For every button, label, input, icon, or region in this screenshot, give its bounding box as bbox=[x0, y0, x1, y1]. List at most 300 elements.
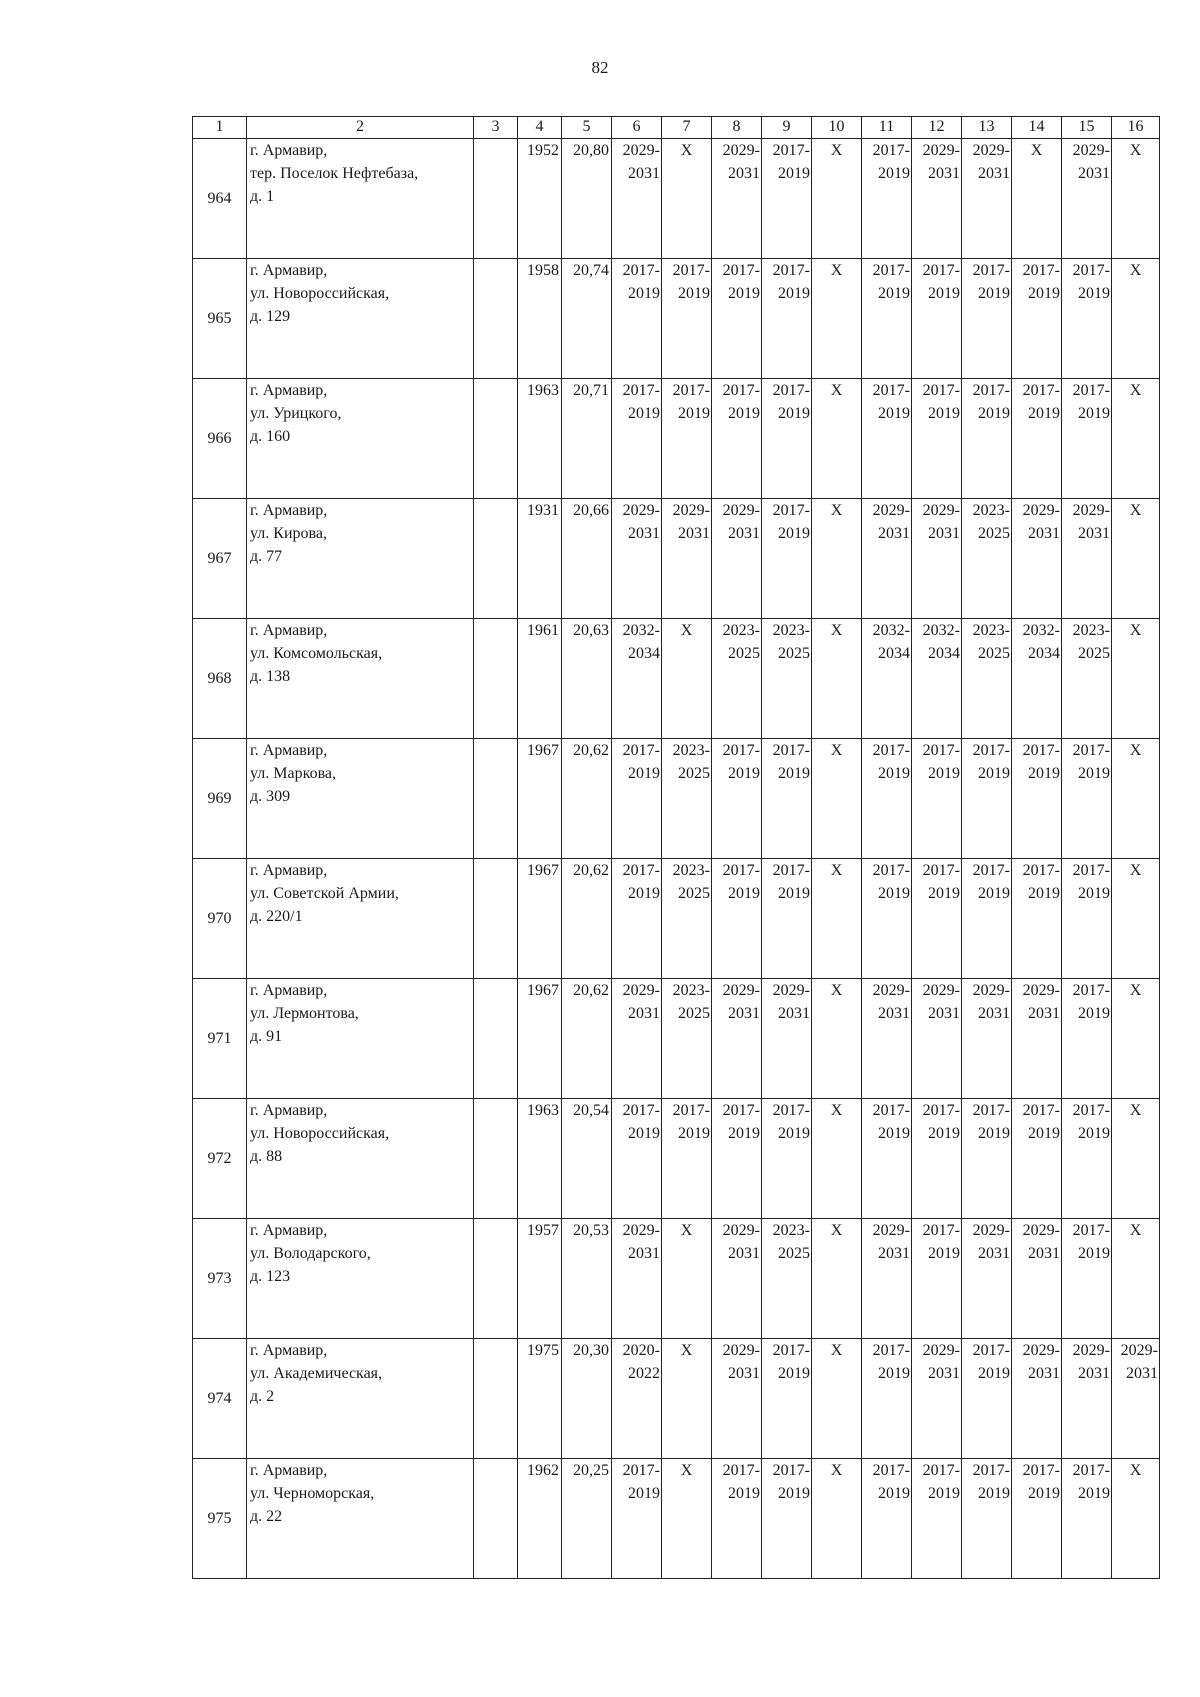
repair-period-cell bbox=[862, 1339, 912, 1459]
period-end: 2019 bbox=[1078, 405, 1110, 422]
repair-period-cell bbox=[1112, 1339, 1160, 1459]
period-start: X bbox=[680, 1342, 693, 1359]
period-start: X bbox=[830, 1462, 843, 1479]
not-applicable-cell bbox=[662, 619, 712, 739]
repair-period-cell bbox=[962, 499, 1012, 619]
period-start: 2017- bbox=[872, 262, 910, 279]
period-end: 2031 bbox=[1078, 1365, 1110, 1382]
not-applicable-cell bbox=[812, 259, 862, 379]
period-start: 2029- bbox=[622, 142, 660, 159]
period-start: 2029- bbox=[622, 982, 660, 999]
period-end: 2019 bbox=[978, 1365, 1010, 1382]
period-end: 2025 bbox=[778, 1245, 810, 1262]
period-end: 2031 bbox=[728, 1365, 760, 1382]
table-row bbox=[193, 139, 1160, 259]
repair-period-cell bbox=[1062, 739, 1112, 859]
commissioning-year-cell: 1962 bbox=[518, 1459, 562, 1579]
period-start: 2017- bbox=[622, 382, 660, 399]
period-start: 2017- bbox=[1072, 1222, 1110, 1239]
repair-period-cell bbox=[962, 1339, 1012, 1459]
period-end bbox=[1112, 882, 1159, 905]
column-number-header: 12 bbox=[912, 117, 962, 139]
repair-period-cell bbox=[862, 979, 912, 1099]
period-start: 2029- bbox=[872, 502, 910, 519]
address-cell bbox=[247, 259, 474, 379]
repair-period-cell bbox=[762, 379, 812, 499]
period-end: 2019 bbox=[1078, 1485, 1110, 1502]
address-line: д. 309 bbox=[250, 788, 291, 805]
column-3-cell bbox=[474, 739, 518, 859]
address-line: д. 77 bbox=[250, 548, 283, 565]
column-5-value-cell: 20,62 bbox=[562, 979, 612, 1099]
address-cell bbox=[247, 499, 474, 619]
period-start: 2017- bbox=[672, 262, 710, 279]
period-end: 2031 bbox=[928, 1365, 960, 1382]
period-start: 2017- bbox=[872, 1342, 910, 1359]
table-row bbox=[193, 1459, 1160, 1579]
repair-period-cell bbox=[1012, 1099, 1062, 1219]
period-end: 2031 bbox=[978, 1245, 1010, 1262]
repair-period-cell bbox=[762, 979, 812, 1099]
column-number-header: 1 bbox=[193, 117, 247, 139]
not-applicable-cell bbox=[1112, 619, 1160, 739]
address-line: ул. Черноморская, bbox=[250, 1485, 375, 1502]
period-end: 2019 bbox=[628, 1485, 660, 1502]
period-start: X bbox=[1129, 262, 1142, 279]
repair-period-cell bbox=[912, 259, 962, 379]
repair-period-cell bbox=[1012, 499, 1062, 619]
commissioning-year-cell: 1967 bbox=[518, 739, 562, 859]
repair-period-cell bbox=[862, 259, 912, 379]
column-3-cell bbox=[474, 1219, 518, 1339]
column-number-header: 2 bbox=[247, 117, 474, 139]
period-start: 2017- bbox=[672, 1102, 710, 1119]
column-3-cell bbox=[474, 1339, 518, 1459]
address-cell bbox=[247, 619, 474, 739]
period-end: 2031 bbox=[878, 1245, 910, 1262]
address-cell bbox=[247, 1219, 474, 1339]
period-end: 2025 bbox=[1078, 645, 1110, 662]
repair-period-cell bbox=[612, 739, 662, 859]
period-end: 2031 bbox=[1028, 525, 1060, 542]
period-end: 2019 bbox=[778, 765, 810, 782]
period-start: 2017- bbox=[872, 1462, 910, 1479]
column-5-value-cell: 20,71 bbox=[562, 379, 612, 499]
address-line: ул. Комсомольская, bbox=[250, 645, 383, 662]
period-start: X bbox=[830, 1342, 843, 1359]
address-line: ул. Новороссийская, bbox=[250, 1125, 390, 1142]
address-line: ул. Новороссийская, bbox=[250, 285, 390, 302]
repair-period-cell bbox=[862, 1459, 912, 1579]
period-end: 2031 bbox=[628, 1005, 660, 1022]
period-end bbox=[812, 402, 861, 425]
period-start: X bbox=[830, 262, 843, 279]
not-applicable-cell bbox=[812, 979, 862, 1099]
column-3-cell bbox=[474, 1459, 518, 1579]
period-end: 2019 bbox=[678, 1125, 710, 1142]
row-number: 967 bbox=[193, 499, 247, 619]
period-start: 2023- bbox=[1072, 622, 1110, 639]
table-row bbox=[193, 1099, 1160, 1219]
repair-period-cell bbox=[862, 1219, 912, 1339]
not-applicable-cell bbox=[812, 1339, 862, 1459]
period-end: 2019 bbox=[678, 285, 710, 302]
period-start: 2017- bbox=[1022, 1102, 1060, 1119]
repair-period-cell bbox=[962, 259, 1012, 379]
period-end: 2019 bbox=[1078, 885, 1110, 902]
not-applicable-cell bbox=[1112, 859, 1160, 979]
row-number: 975 bbox=[193, 1459, 247, 1579]
repair-period-cell bbox=[762, 139, 812, 259]
period-end: 2019 bbox=[1028, 885, 1060, 902]
address-line: г. Армавир, bbox=[250, 862, 328, 879]
period-end: 2031 bbox=[628, 1245, 660, 1262]
period-start: 2029- bbox=[972, 142, 1010, 159]
repair-period-cell bbox=[1062, 379, 1112, 499]
period-start: 2017- bbox=[1072, 862, 1110, 879]
commissioning-year-cell: 1952 bbox=[518, 139, 562, 259]
address-line: д. 2 bbox=[250, 1388, 275, 1405]
address-line: тер. Поселок Нефтебаза, bbox=[250, 165, 419, 182]
period-start: 2032- bbox=[622, 622, 660, 639]
period-end bbox=[812, 282, 861, 305]
column-number-header: 16 bbox=[1112, 117, 1160, 139]
period-start: 2017- bbox=[772, 1102, 810, 1119]
repair-period-cell bbox=[962, 979, 1012, 1099]
repair-period-cell bbox=[762, 1099, 812, 1219]
period-start: 2032- bbox=[872, 622, 910, 639]
period-start: 2029- bbox=[972, 1222, 1010, 1239]
address-line: г. Армавир, bbox=[250, 982, 328, 999]
column-5-value-cell: 20,62 bbox=[562, 739, 612, 859]
not-applicable-cell bbox=[812, 619, 862, 739]
column-5-value-cell: 20,80 bbox=[562, 139, 612, 259]
row-number: 970 bbox=[193, 859, 247, 979]
period-end bbox=[1112, 1002, 1159, 1025]
period-end bbox=[662, 1362, 711, 1385]
period-end: 2031 bbox=[628, 165, 660, 182]
repair-period-cell bbox=[612, 859, 662, 979]
repair-period-cell bbox=[712, 379, 762, 499]
row-number: 974 bbox=[193, 1339, 247, 1459]
repair-period-cell bbox=[912, 979, 962, 1099]
repair-period-cell bbox=[1012, 979, 1062, 1099]
column-3-cell bbox=[474, 859, 518, 979]
repair-period-cell bbox=[762, 499, 812, 619]
period-end: 2031 bbox=[1078, 525, 1110, 542]
period-end: 2019 bbox=[878, 1365, 910, 1382]
repair-period-cell bbox=[712, 139, 762, 259]
table-row bbox=[193, 379, 1160, 499]
repair-period-cell bbox=[1062, 1339, 1112, 1459]
address-line: д. 160 bbox=[250, 428, 291, 445]
period-end bbox=[662, 1242, 711, 1265]
not-applicable-cell bbox=[1112, 1459, 1160, 1579]
commissioning-year-cell: 1957 bbox=[518, 1219, 562, 1339]
address-cell bbox=[247, 979, 474, 1099]
period-end: 2031 bbox=[678, 525, 710, 542]
period-start: X bbox=[830, 742, 843, 759]
period-end: 2019 bbox=[778, 285, 810, 302]
period-end: 2019 bbox=[778, 1485, 810, 1502]
column-5-value-cell: 20,63 bbox=[562, 619, 612, 739]
repair-period-cell bbox=[612, 1339, 662, 1459]
period-start: 2029- bbox=[622, 1222, 660, 1239]
address-cell bbox=[247, 859, 474, 979]
address-line: г. Армавир, bbox=[250, 1222, 328, 1239]
period-end: 2019 bbox=[778, 1365, 810, 1382]
period-end: 2025 bbox=[778, 645, 810, 662]
row-number: 971 bbox=[193, 979, 247, 1099]
not-applicable-cell bbox=[812, 1099, 862, 1219]
period-end: 2031 bbox=[728, 1005, 760, 1022]
not-applicable-cell bbox=[1112, 1219, 1160, 1339]
not-applicable-cell bbox=[1112, 379, 1160, 499]
repair-period-cell bbox=[862, 859, 912, 979]
period-end: 2019 bbox=[1078, 1125, 1110, 1142]
period-end bbox=[662, 162, 711, 185]
address-line: д. 1 bbox=[250, 188, 275, 205]
period-start: 2023- bbox=[972, 622, 1010, 639]
period-start: 2017- bbox=[872, 862, 910, 879]
period-start: 2017- bbox=[1072, 382, 1110, 399]
period-start: 2029- bbox=[722, 1222, 760, 1239]
repair-period-cell bbox=[612, 259, 662, 379]
period-end: 2019 bbox=[728, 765, 760, 782]
period-end: 2019 bbox=[878, 885, 910, 902]
period-end bbox=[812, 162, 861, 185]
repair-period-cell bbox=[1012, 1219, 1062, 1339]
period-end: 2019 bbox=[778, 165, 810, 182]
repair-period-cell bbox=[712, 979, 762, 1099]
period-start: X bbox=[680, 142, 693, 159]
column-number-header: 4 bbox=[518, 117, 562, 139]
period-start: 2023- bbox=[772, 622, 810, 639]
period-start: 2023- bbox=[772, 1222, 810, 1239]
address-cell bbox=[247, 379, 474, 499]
address-line: ул. Академическая, bbox=[250, 1365, 383, 1382]
not-applicable-cell bbox=[812, 379, 862, 499]
not-applicable-cell bbox=[662, 1339, 712, 1459]
period-end: 2025 bbox=[678, 885, 710, 902]
period-start: 2017- bbox=[922, 262, 960, 279]
address-line: г. Армавир, bbox=[250, 742, 328, 759]
period-start: 2023- bbox=[672, 862, 710, 879]
period-end bbox=[1112, 522, 1159, 545]
period-end bbox=[1012, 162, 1061, 185]
period-end bbox=[812, 1242, 861, 1265]
not-applicable-cell bbox=[1112, 979, 1160, 1099]
period-end: 2025 bbox=[978, 645, 1010, 662]
period-end: 2019 bbox=[928, 1245, 960, 1262]
period-start: 2017- bbox=[972, 1102, 1010, 1119]
repair-period-cell bbox=[712, 499, 762, 619]
period-start: 2029- bbox=[722, 982, 760, 999]
period-end: 2019 bbox=[978, 1485, 1010, 1502]
column-number-header: 9 bbox=[762, 117, 812, 139]
period-end: 2019 bbox=[928, 285, 960, 302]
period-start: 2017- bbox=[1072, 982, 1110, 999]
repair-period-cell bbox=[712, 739, 762, 859]
period-start: 2023- bbox=[972, 502, 1010, 519]
period-end: 2019 bbox=[878, 405, 910, 422]
period-start: 2029- bbox=[1022, 502, 1060, 519]
repair-period-cell bbox=[862, 139, 912, 259]
period-end: 2019 bbox=[778, 1125, 810, 1142]
table-row bbox=[193, 619, 1160, 739]
repair-period-cell bbox=[912, 379, 962, 499]
commissioning-year-cell: 1975 bbox=[518, 1339, 562, 1459]
period-end: 2019 bbox=[928, 885, 960, 902]
period-end: 2031 bbox=[978, 1005, 1010, 1022]
period-start: 2023- bbox=[672, 982, 710, 999]
period-end: 2025 bbox=[678, 765, 710, 782]
period-start: 2017- bbox=[972, 262, 1010, 279]
period-end: 2019 bbox=[728, 1485, 760, 1502]
address-line: г. Армавир, bbox=[250, 382, 328, 399]
period-end: 2034 bbox=[1028, 645, 1060, 662]
column-number-header: 5 bbox=[562, 117, 612, 139]
repair-period-cell bbox=[962, 379, 1012, 499]
period-start: 2017- bbox=[772, 142, 810, 159]
period-start: X bbox=[1129, 1462, 1142, 1479]
period-start: 2017- bbox=[872, 382, 910, 399]
repair-period-cell bbox=[612, 619, 662, 739]
commissioning-year-cell: 1931 bbox=[518, 499, 562, 619]
repair-period-cell bbox=[912, 499, 962, 619]
period-start: X bbox=[1129, 142, 1142, 159]
period-start: X bbox=[1129, 862, 1142, 879]
period-end bbox=[1112, 642, 1159, 665]
table-row bbox=[193, 1339, 1160, 1459]
repair-period-cell bbox=[1012, 859, 1062, 979]
period-end bbox=[812, 1122, 861, 1145]
repair-period-cell bbox=[712, 859, 762, 979]
period-start: 2029- bbox=[672, 502, 710, 519]
period-start: 2017- bbox=[772, 742, 810, 759]
period-start: 2029- bbox=[1120, 1342, 1158, 1359]
period-start: 2017- bbox=[922, 1222, 960, 1239]
repair-period-cell bbox=[1062, 619, 1112, 739]
column-5-value-cell: 20,62 bbox=[562, 859, 612, 979]
repair-period-cell bbox=[962, 1459, 1012, 1579]
column-number-header: 3 bbox=[474, 117, 518, 139]
period-start: 2029- bbox=[922, 142, 960, 159]
table-row bbox=[193, 739, 1160, 859]
period-start: X bbox=[1129, 1222, 1142, 1239]
period-start: 2017- bbox=[1072, 1462, 1110, 1479]
period-start: 2017- bbox=[622, 262, 660, 279]
table-row bbox=[193, 1219, 1160, 1339]
column-3-cell bbox=[474, 1099, 518, 1219]
repair-period-cell bbox=[762, 259, 812, 379]
table-row bbox=[193, 979, 1160, 1099]
period-start: 2029- bbox=[922, 502, 960, 519]
period-start: 2029- bbox=[722, 1342, 760, 1359]
period-end: 2034 bbox=[878, 645, 910, 662]
address-line: ул. Советской Армии, bbox=[250, 885, 399, 902]
period-start: 2017- bbox=[1022, 742, 1060, 759]
period-start: 2017- bbox=[872, 142, 910, 159]
not-applicable-cell bbox=[812, 739, 862, 859]
period-start: X bbox=[830, 982, 843, 999]
period-start: 2017- bbox=[722, 742, 760, 759]
period-start: 2017- bbox=[772, 262, 810, 279]
address-line: ул. Кирова, bbox=[250, 525, 327, 542]
not-applicable-cell bbox=[812, 859, 862, 979]
repair-period-cell bbox=[712, 619, 762, 739]
commissioning-year-cell: 1967 bbox=[518, 859, 562, 979]
period-end: 2031 bbox=[928, 1005, 960, 1022]
period-end: 2019 bbox=[978, 885, 1010, 902]
period-start: 2017- bbox=[872, 742, 910, 759]
period-end: 2034 bbox=[928, 645, 960, 662]
period-end: 2019 bbox=[628, 285, 660, 302]
period-start: X bbox=[1129, 982, 1142, 999]
period-end: 2031 bbox=[1028, 1365, 1060, 1382]
period-end: 2031 bbox=[928, 165, 960, 182]
repair-period-cell bbox=[1012, 1339, 1062, 1459]
period-start: 2017- bbox=[872, 1102, 910, 1119]
period-start: X bbox=[830, 502, 843, 519]
address-cell bbox=[247, 739, 474, 859]
address-line: д. 129 bbox=[250, 308, 291, 325]
row-number: 972 bbox=[193, 1099, 247, 1219]
period-start: 2029- bbox=[1022, 1342, 1060, 1359]
repair-period-cell bbox=[862, 619, 912, 739]
period-start: 2017- bbox=[972, 862, 1010, 879]
period-start: 2023- bbox=[722, 622, 760, 639]
table-row bbox=[193, 499, 1160, 619]
period-start: 2029- bbox=[722, 502, 760, 519]
period-end bbox=[812, 882, 861, 905]
period-end: 2019 bbox=[628, 885, 660, 902]
address-cell bbox=[247, 1099, 474, 1219]
repair-period-cell bbox=[662, 979, 712, 1099]
repair-period-cell bbox=[1062, 979, 1112, 1099]
period-start: 2032- bbox=[1022, 622, 1060, 639]
period-end: 2019 bbox=[1028, 1125, 1060, 1142]
not-applicable-cell bbox=[1112, 259, 1160, 379]
repair-period-cell bbox=[962, 739, 1012, 859]
page-number: 82 bbox=[591, 58, 609, 77]
period-start: 2029- bbox=[1072, 142, 1110, 159]
repair-period-cell bbox=[962, 1219, 1012, 1339]
period-start: 2017- bbox=[1022, 862, 1060, 879]
repair-period-cell bbox=[1062, 259, 1112, 379]
period-end: 2019 bbox=[978, 765, 1010, 782]
period-start: X bbox=[830, 1222, 843, 1239]
address-line: д. 88 bbox=[250, 1148, 283, 1165]
repair-period-cell bbox=[912, 739, 962, 859]
row-number: 968 bbox=[193, 619, 247, 739]
period-start: 2017- bbox=[972, 742, 1010, 759]
repair-period-cell bbox=[662, 1099, 712, 1219]
address-line: д. 123 bbox=[250, 1268, 291, 1285]
period-start: 2029- bbox=[622, 502, 660, 519]
period-start: 2017- bbox=[922, 742, 960, 759]
period-start: X bbox=[830, 862, 843, 879]
repair-period-cell bbox=[762, 739, 812, 859]
commissioning-year-cell: 1958 bbox=[518, 259, 562, 379]
period-start: 2017- bbox=[722, 382, 760, 399]
period-start: 2017- bbox=[722, 262, 760, 279]
repair-period-cell bbox=[1062, 499, 1112, 619]
repair-period-cell bbox=[762, 859, 812, 979]
period-start: 2017- bbox=[922, 382, 960, 399]
column-number-header-row bbox=[193, 117, 1160, 139]
repair-period-cell bbox=[712, 259, 762, 379]
